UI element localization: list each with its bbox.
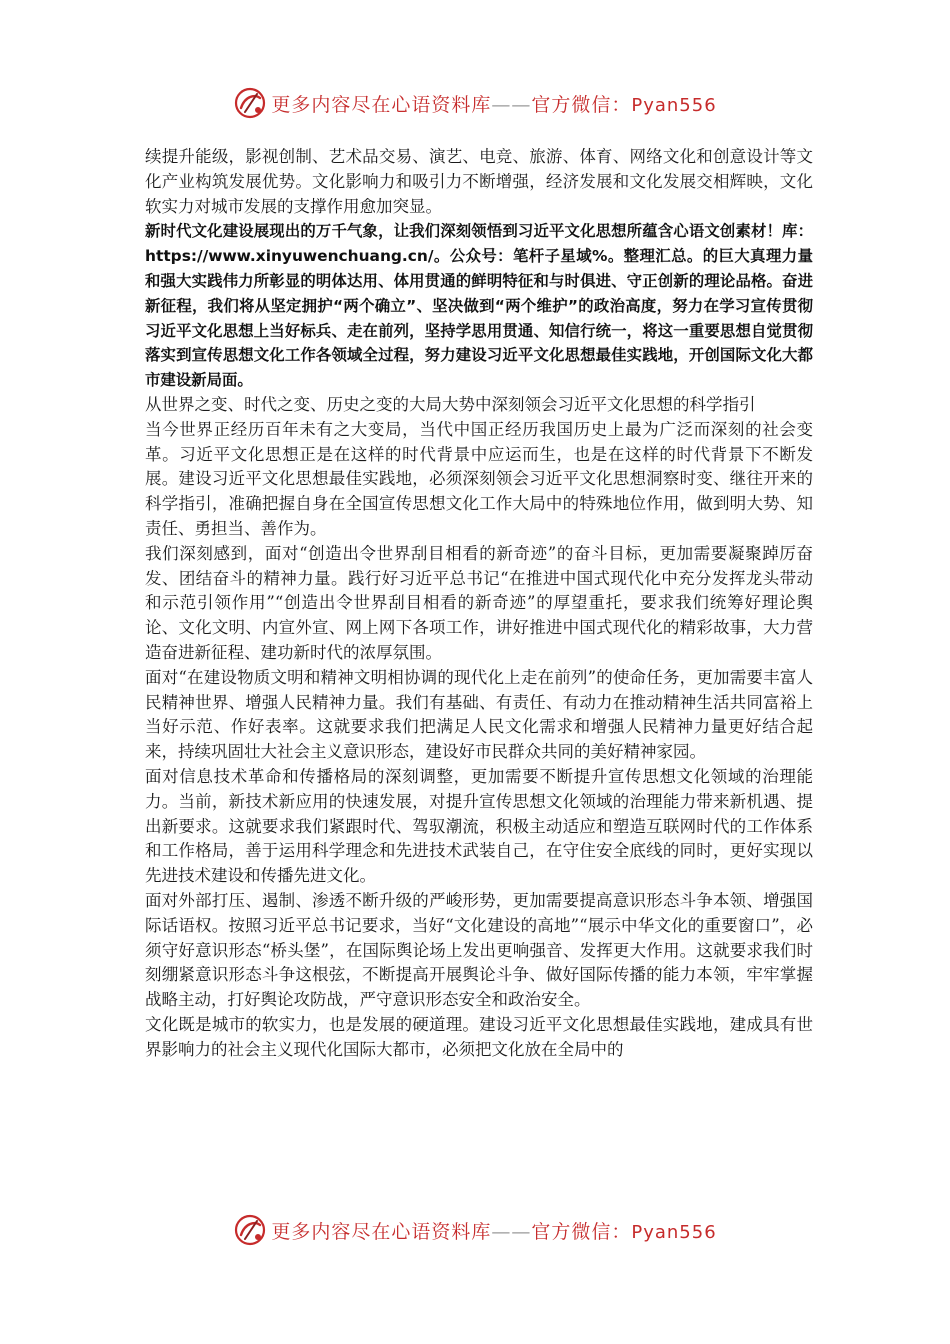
section-heading: 从世界之变、时代之变、历史之变的大局大势中深刻领会习近平文化思想的科学指引 (145, 394, 756, 414)
paragraph: 面对信息技术革命和传播格局的深刻调整，更加需要不断提升宣传思想文化领域的治理能力。当前，新技术新应用的快速发展，对提升宣传思想文化领域的治理能力带来新机遇、提出新要求。这就要求我们紧跟时代、驾驭潮流，积极主动适应和塑造互联网时代的工作体系和工作格局，善于运用科学理念和先进技术武装自己，在守住安全底线的同时，更好实现以先进技术建设和传播先进文化。 (145, 766, 813, 886)
paragraph: 我们深刻感到，面对“创造出令世界刮目相看的新奇迹”的奋斗目标，更加需要凝聚踔厉奋发、团结奋斗的精神力量。践行好习近平总书记“在推进中国式现代化中充分发挥龙头带动和示范引领作用”“创造出令世界刮目相看的新奇迹”的厚望重托，要求我们统筹好理论舆论、文化文明、内宣外宣、网上网下各项工作，讲好推进中国式现代化的精彩故事，大力营造奋进新征程、建功新时代的浓厚氛围。 (145, 543, 813, 662)
document-body (145, 145, 813, 1062)
header-wechat-id: Pyan556 (631, 94, 717, 116)
paragraph: 面对“在建设物质文明和精神文明相协调的现代化上走在前列”的使命任务，更加需要丰富人民精神世界、增强人民精神力量。我们有基础、有责任、有动力在推动精神生活共同富裕上当好示范、作好表率。这就要求我们把满足人民文化需求和增强人民精神力量更好结合起来，持续巩固壮大社会主义意识形态，建设好市民群众共同的美好精神家园。 (145, 667, 813, 762)
footer-wechat-id: Pyan556 (631, 1221, 717, 1243)
footer-banner-text (271, 1217, 716, 1244)
header-separator: —— (491, 93, 532, 116)
paragraph: 面对外部打压、遏制、渗透不断升级的严峻形势，更加需要提高意识形态斗争本领、增强国际话语权。按照习近平总书记要求，当好“文化建设的高地”“展示中华文化的重要窗口”，必须守好意识形态“桥头堡”，在国际舆论场上发出更响强音、发挥更大作用。这就要求我们时刻绷紧意识形态斗争这根弦，不断提高开展舆论斗争、做好国际传播的能力本领，牢牢掌握战略主动，打好舆论攻防战，严守意识形态安全和政治安全。 (145, 890, 813, 1010)
paragraph: 当今世界正经历百年未有之大变局，当代中国正经历我国历史上最为广泛而深刻的社会变革。习近平文化思想正是在这样的时代背景中应运而生，也是在这样的时代背景下不断发展。建设习近平文化思想最佳实践地，必须深刻领会习近平文化思想洞察时变、继往开来的科学指引，准确把握自身在全国宣传思想文化工作大局中的特殊地位作用，做到明大势、知责任、勇担当、善作为。 (145, 419, 813, 538)
brand-logo-icon (233, 86, 267, 120)
header-banner (0, 81, 950, 125)
footer-official-label: 官方微信： (531, 1220, 632, 1243)
brand-logo-icon (233, 1213, 267, 1247)
promo-paragraph: 新时代文化建设展现出的万千气象，让我们深刻领悟到习近平文化思想所蕴含心语文创素材！库：https://www.xinyuwenchuang.cn/。公众号：笔杆子星域%。整理汇总。的巨大真理力量和强大实践伟力所彰显的明体达用、体用贯通的鲜明特征和与时俱进、守正创新的理论品格。奋进新征程，我们将从坚定拥护“两个确立”、坚决做到“两个维护”的政治高度，努力在学习宣传贯彻习近平文化思想上当好标兵、走在前列，坚持学思用贯通、知信行统一，将这一重要思想自觉贯彻落实到宣传思想文化工作各领域全过程，努力建设习近平文化思想最佳实践地，开创国际文化大都市建设新局面。 (145, 222, 813, 390)
footer-banner (0, 1208, 950, 1252)
paragraph: 续提升能级，影视创制、艺术品交易、演艺、电竞、旅游、体育、网络文化和创意设计等文化产业构筑发展优势。文化影响力和吸引力不断增强，经济发展和文化发展交相辉映，文化软实力对城市发展的支撑作用愈加突显。 (145, 147, 813, 216)
header-slogan: 更多内容尽在心语资料库 (271, 93, 492, 116)
paragraph: 文化既是城市的软实力，也是发展的硬道理。建设习近平文化思想最佳实践地，建成具有世界影响力的社会主义现代化国际大都市，必须把文化放在全局中的 (145, 1014, 813, 1059)
header-banner-text (271, 90, 716, 117)
footer-separator: —— (491, 1220, 532, 1243)
footer-slogan: 更多内容尽在心语资料库 (271, 1220, 492, 1243)
header-official-label: 官方微信： (531, 93, 632, 116)
